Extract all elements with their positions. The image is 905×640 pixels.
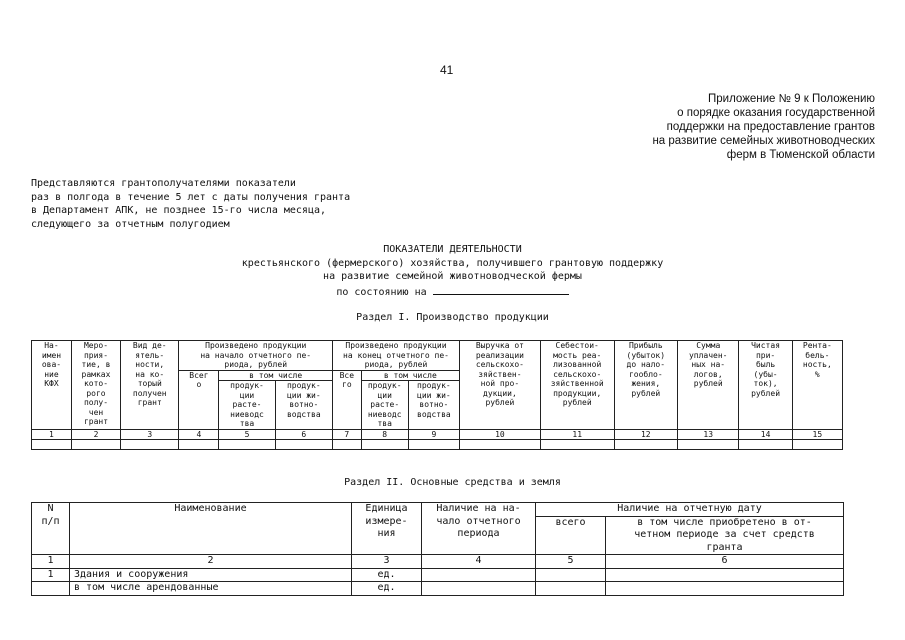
header-total: [536, 516, 606, 555]
header-text: Себестои- мость реа- лизованной сельскохо- зяйственной продукции, рублей: [550, 341, 604, 407]
intro-text: [31, 177, 350, 231]
intro-line: раз в полгода в течение 5 лет с даты получения гранта: [31, 191, 351, 203]
column-number: 3: [121, 429, 179, 439]
header-end: [536, 503, 844, 517]
header-including-start: [219, 370, 333, 381]
header-event: [71, 341, 120, 430]
section1-title: Раздел I. Производство продукции: [356, 312, 549, 323]
header-produced-end: [333, 341, 460, 371]
appendix-line: на развитие семейных животноводческих: [652, 135, 875, 147]
table-cell[interactable]: [422, 582, 536, 596]
header-text: Все го: [339, 370, 355, 389]
header-text: Всег о: [189, 370, 209, 389]
header-text: продук- ции расте- ниеводс тва: [367, 381, 402, 428]
production-table: [31, 340, 843, 450]
column-number: 9: [408, 429, 459, 439]
header-text: Произведено продукции на конец отчетного пе- риода, рублей: [343, 341, 449, 369]
column-number: 3: [352, 555, 422, 569]
appendix-note: [515, 92, 875, 162]
table-cell[interactable]: [275, 439, 332, 449]
table-cell[interactable]: [121, 439, 179, 449]
header-total-end: [333, 370, 362, 429]
header-taxes: [678, 341, 739, 430]
header-text: Прибыль (убыток) до нало- гообло- жения, рублей: [626, 341, 666, 398]
header-text: N п/п: [41, 503, 60, 527]
table-cell[interactable]: [408, 439, 459, 449]
table-row: [32, 568, 844, 582]
header-produced-start: [179, 341, 333, 371]
table-cell[interactable]: [32, 439, 72, 449]
header-text: На- имен ова- ние КФХ: [41, 341, 62, 388]
table-cell[interactable]: [361, 439, 408, 449]
column-number-row: [32, 555, 844, 569]
row-unit: ед.: [352, 582, 422, 596]
title-line: крестьянского (фермерского) хозяйства, получившего грантовую поддержку: [241, 257, 664, 269]
page-number: 41: [440, 63, 454, 77]
column-number: 5: [536, 555, 606, 569]
header-revenue: [459, 341, 540, 430]
header-total-start: [179, 370, 219, 429]
header-activity: [121, 341, 179, 430]
header-animal-start: [275, 381, 332, 430]
table-cell[interactable]: [739, 439, 792, 449]
date-line: [0, 284, 905, 300]
table-cell[interactable]: [536, 582, 606, 596]
title-line: на развитие семейной животноводческой фермы: [323, 271, 582, 282]
column-number: 11: [540, 429, 614, 439]
table-cell[interactable]: [540, 439, 614, 449]
header-text: Вид де- ятель- ности, на ко- торый получен грант: [132, 341, 167, 407]
appendix-line: ферм в Тюменской области: [726, 149, 875, 161]
table-row: [32, 582, 844, 596]
date-prefix: по состоянию на: [336, 286, 427, 298]
table-cell[interactable]: [614, 439, 677, 449]
column-number: 4: [422, 555, 536, 569]
row-unit: ед.: [352, 568, 422, 582]
header-text: в том числе: [249, 370, 303, 380]
row-name: Здания и сооружения: [70, 568, 352, 582]
column-number: 1: [32, 429, 72, 439]
header-text: продук- ции жи- вотно- водства: [286, 381, 321, 419]
document-title: [0, 243, 905, 299]
appendix-line: Приложение № 9 к Положению: [708, 93, 875, 105]
section2-title: Раздел II. Основные средства и земля: [344, 477, 561, 488]
header-text: Наличие на отчетную дату: [617, 503, 762, 514]
header-text: Наименование: [174, 503, 247, 514]
table-cell[interactable]: [422, 568, 536, 582]
table-cell[interactable]: [606, 568, 844, 582]
assets-table: [31, 502, 844, 596]
header-plant-end: [361, 381, 408, 430]
row-number: 1: [32, 568, 70, 582]
header-profit: [614, 341, 677, 430]
appendix-line: поддержки на предоставление грантов: [666, 121, 875, 133]
header-text: Чистая при- быль (убы- ток), рублей: [751, 341, 781, 398]
column-number: 7: [333, 429, 362, 439]
table-cell[interactable]: [678, 439, 739, 449]
header-animal-end: [408, 381, 459, 430]
header-text: всего: [555, 516, 586, 528]
column-number: 13: [678, 429, 739, 439]
table-cell[interactable]: [219, 439, 275, 449]
table-cell[interactable]: [606, 582, 844, 596]
header-text: Выручка от реализации сельскохо- зяйствен- ной про- дукции, рублей: [475, 341, 524, 407]
header-unit: [352, 503, 422, 555]
column-number: 4: [179, 429, 219, 439]
table-cell[interactable]: [71, 439, 120, 449]
intro-line: в Департамент АПК, не позднее 15-го числа месяца,: [31, 205, 327, 216]
header-cost: [540, 341, 614, 430]
header-acquired: [606, 516, 844, 555]
column-number: 1: [32, 555, 70, 569]
header-num: [32, 503, 70, 555]
header-including-end: [361, 370, 459, 381]
header-text: Единица измере- ния: [365, 503, 408, 539]
column-number: 2: [70, 555, 352, 569]
appendix-line: о порядке оказания государственной: [677, 107, 875, 119]
column-number-row: [32, 429, 843, 439]
header-text: Сумма уплачен- ных на- логов, рублей: [688, 341, 728, 388]
column-number: 12: [614, 429, 677, 439]
header-profitability: [792, 341, 842, 430]
header-start: [422, 503, 536, 555]
header-net-profit: [739, 341, 792, 430]
header-text: Наличие на на- чало отчетного периода: [436, 503, 521, 539]
column-number: 10: [459, 429, 540, 439]
intro-line: Представляются грантополучателями показатели: [31, 178, 296, 189]
header-text: продук- ции жи- вотно- водства: [417, 381, 451, 419]
table-cell[interactable]: [333, 439, 362, 449]
header-plant-start: [219, 381, 275, 430]
intro-line: следующего за отчетным полугодием: [31, 218, 230, 230]
column-number: 5: [219, 429, 275, 439]
table-cell[interactable]: [179, 439, 219, 449]
header-text: Меро- прия- тие, в рамках кото- рого полу- чен грант: [81, 341, 111, 426]
column-number: 6: [606, 555, 844, 569]
header-text: продук- ции расте- ниеводс тва: [230, 381, 264, 428]
header-name: [70, 503, 352, 555]
table-row: [32, 439, 843, 449]
header-text: в том числе приобретено в от- четном периоде за счет средств гранта: [634, 516, 815, 553]
column-number: 2: [71, 429, 120, 439]
row-name: в том числе арендованные: [70, 582, 352, 596]
table-cell[interactable]: [459, 439, 540, 449]
header-text: Рента- бель- ность, %: [802, 341, 832, 379]
header-text: Произведено продукции на начало отчетного пе- риода, рублей: [200, 341, 312, 369]
column-number: 8: [361, 429, 408, 439]
title-line: ПОКАЗАТЕЛИ ДЕЯТЕЛЬНОСТИ: [383, 244, 522, 255]
table-cell[interactable]: [792, 439, 842, 449]
column-number: 6: [275, 429, 332, 439]
table-cell[interactable]: [536, 568, 606, 582]
header-text: в том числе: [383, 370, 437, 380]
column-number: 15: [792, 429, 842, 439]
column-number: 14: [739, 429, 792, 439]
row-number: [32, 582, 70, 596]
header-kfh-name: [32, 341, 72, 430]
date-blank[interactable]: [433, 284, 569, 295]
